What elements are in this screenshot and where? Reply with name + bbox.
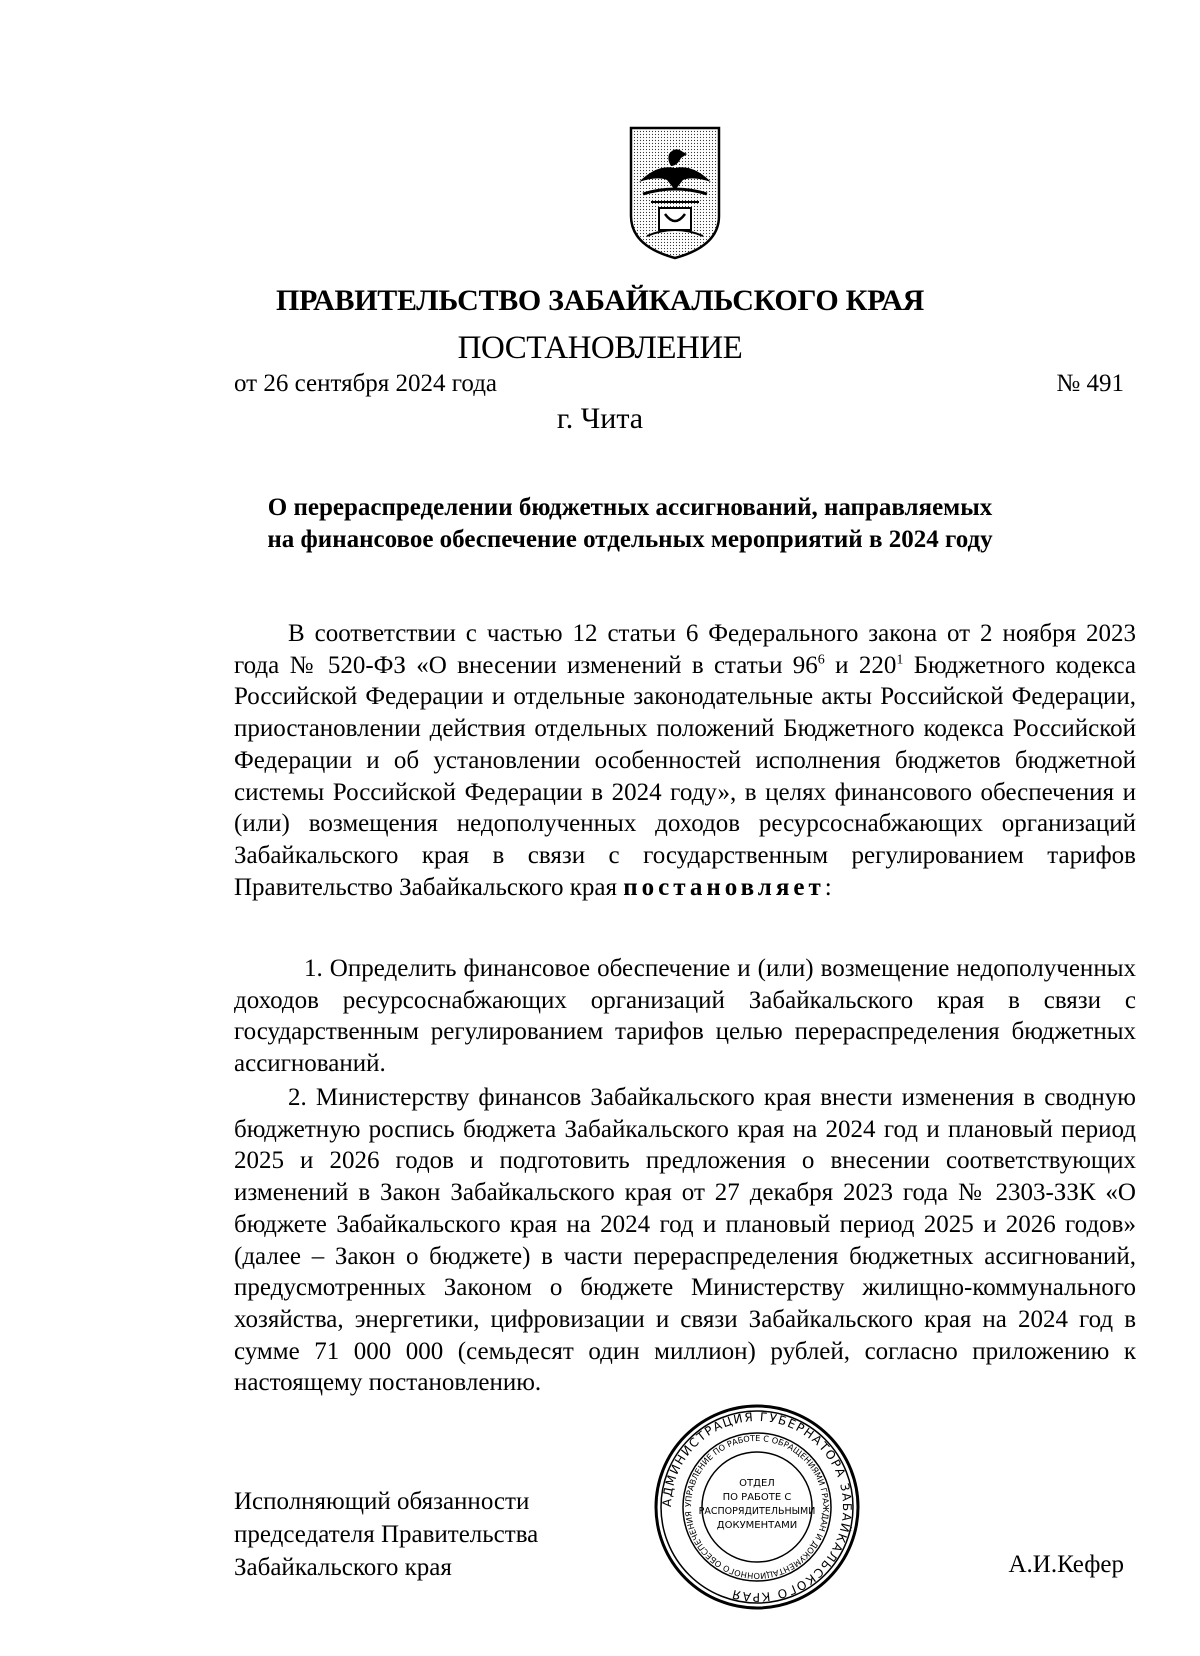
document-number: № 491 xyxy=(1056,370,1124,397)
document-city: г. Чита xyxy=(556,402,644,435)
stamp-center-line-4: ДОКУМЕНТАМИ xyxy=(716,1520,798,1531)
stamp-outer-text: АДМИНИСТРАЦИЯ ГУБЕРНАТОРА ЗАБАЙКАЛЬСКОГО КРАЯ xyxy=(659,1409,855,1605)
signature-line-1: Исполняющий обязанности xyxy=(234,1488,530,1515)
superscript-2: 1 xyxy=(896,652,904,668)
decree-word: постановляет xyxy=(623,873,825,901)
signer-name: А.И.Кефер xyxy=(1008,1551,1124,1578)
preamble-paragraph xyxy=(234,618,1136,903)
superscript-1: 6 xyxy=(817,652,825,668)
stamp-inner-ring-text: УПРАВЛЕНИЕ ПО РАБОТЕ С ОБРАЩЕНИЯМИ ГРАЖДАН И ДОКУМЕНТАЦИОННОГО ОБЕСПЕЧЕНИЯ xyxy=(682,1432,832,1582)
item-1: 1. Определить финансовое обеспечение и (или) возмещение недополученных доходов ресурсоснабжающих организаций Забайкальского края в связи с государственным регулированием тарифов целью перераспределения бюджетных ассигнований. xyxy=(234,955,1136,1078)
document-date: от 26 сентября 2024 года xyxy=(234,370,498,397)
signature-line-2: председателя Правительства xyxy=(234,1521,539,1548)
stamp-center-line-2: ПО РАБОТЕ С xyxy=(722,1492,792,1503)
decree-colon: : xyxy=(824,873,832,901)
item-2: 2. Министерству финансов Забайкальского края внести изменения в сводную бюджетную роспись бюджета Забайкальского края на 2024 год и плановый период 2025 и 2026 годов и подготовить предложения о внесении соответствующих изменений в Закон Забайкальского края от 27 декабря 2023 года № 2303-ЗЗК «О бюджете Забайкальского края на 2024 год и плановый период 2025 и 2026 годов» (далее – Закон о бюджете) в части перераспределения бюджетных ассигнований, предусмотренных Законом о бюджете Министерству жилищно-коммунального хозяйства, энергетики, цифровизации и связи Забайкальского края на 2024 год в сумме 71 000 000 (семьдесят один миллион) рублей, согласно приложению к настоящему постановлению. xyxy=(234,1084,1136,1397)
stamp-center-line-1: ОТДЕЛ xyxy=(739,1478,775,1489)
subject-line-1: О перераспределении бюджетных ассигнований, направляемых xyxy=(267,494,993,521)
signature-block xyxy=(234,1485,538,1584)
signature-line-3: Забайкальского края xyxy=(234,1554,452,1581)
preamble-text-2: и 220 xyxy=(824,651,897,679)
preamble-text-1: В соответствии с частью 12 статьи 6 Федерального закона от 2 ноября 2023 года № 520-ФЗ «О внесении изменений в статьи 96 xyxy=(234,620,1136,679)
official-stamp xyxy=(652,1402,862,1612)
subject-line-2: на финансовое обеспечение отдельных мероприятий в 2024 году xyxy=(267,526,993,553)
stamp-center-line-3: РАСПОРЯДИТЕЛЬНЫМИ xyxy=(698,1506,816,1517)
preamble-text-3: Бюджетного кодекса Российской Федерации и отдельные законодательные акты Российской Федерации, приостановлении действия отдельных положений Бюджетного кодекса Российской Федерации и об установлении особенностей исполнения бюджетов бюджетной системы Российской Федерации в 2024 году», в целях финансового обеспечения и (или) возмещения недополученных доходов ресурсоснабжающих организаций Забайкальского края в связи с государственным регулированием тарифов Правительство Забайкальского края xyxy=(234,651,1136,901)
coat-of-arms-icon xyxy=(627,124,723,262)
document-type: ПОСТАНОВЛЕНИЕ xyxy=(457,330,743,366)
organization-title: ПРАВИТЕЛЬСТВО ЗАБАЙКАЛЬСКОГО КРАЯ xyxy=(275,284,925,317)
document-subject xyxy=(200,492,1060,556)
